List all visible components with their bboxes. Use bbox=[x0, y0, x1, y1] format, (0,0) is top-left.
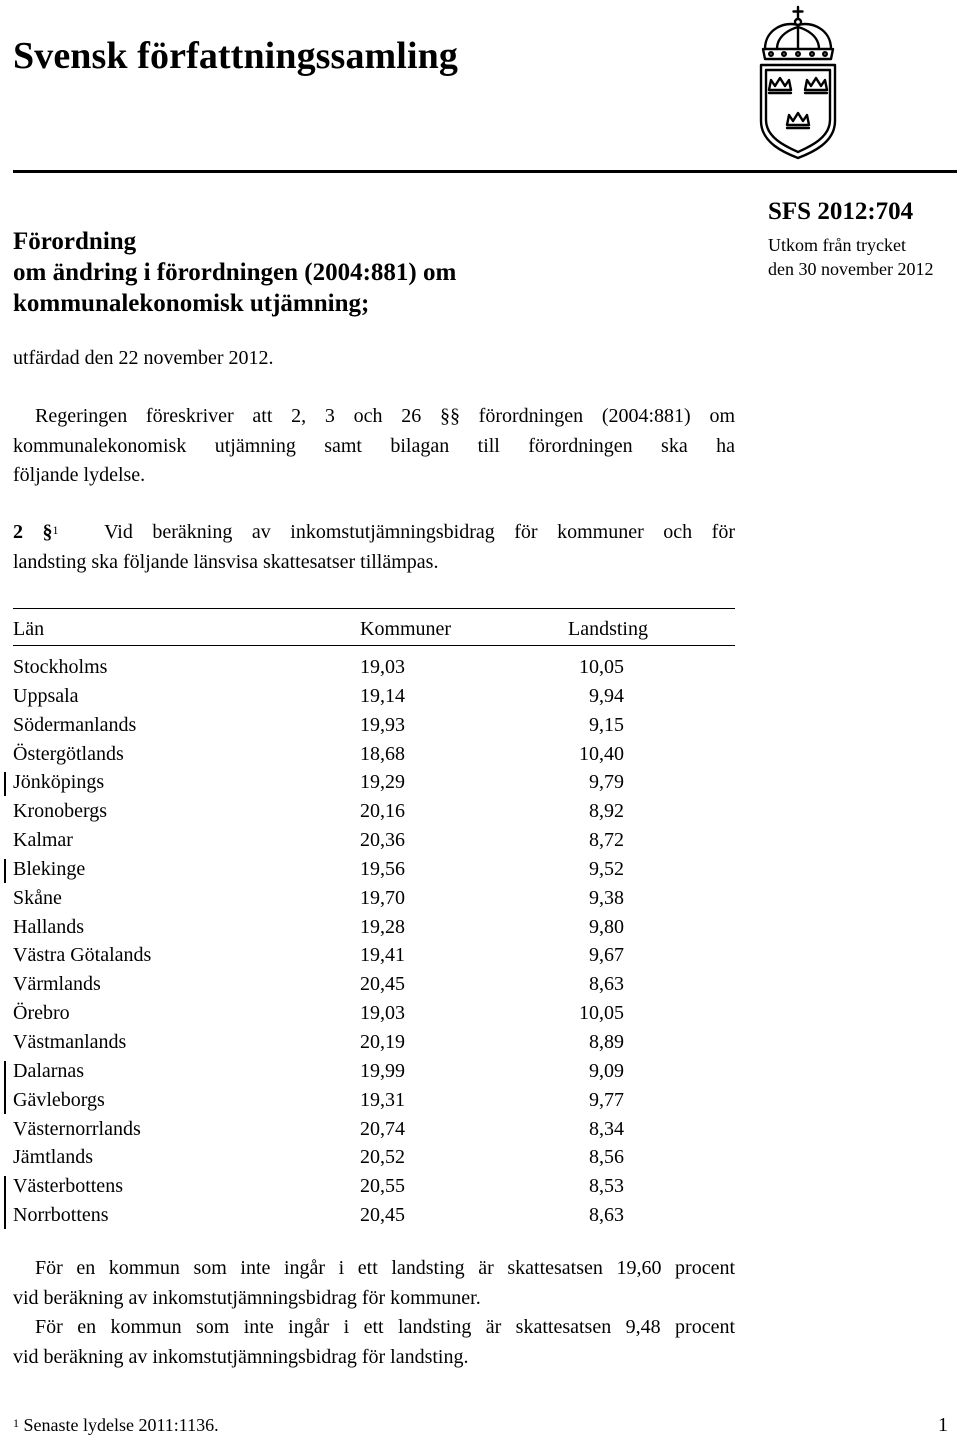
column-header-landsting: Landsting bbox=[568, 618, 648, 640]
cell-lan: Jönköpings bbox=[13, 771, 105, 794]
cell-kommuner: 19,93 bbox=[360, 713, 405, 736]
cell-lan: Södermanlands bbox=[13, 713, 137, 736]
table-row bbox=[0, 941, 740, 970]
cell-kommuner: 20,45 bbox=[360, 973, 405, 996]
cell-lan: Blekinge bbox=[13, 857, 86, 880]
footnote-ref: 1 bbox=[52, 523, 59, 537]
cell-landsting: 9,15 bbox=[589, 713, 624, 736]
cell-landsting: 9,38 bbox=[589, 886, 624, 909]
cell-lan: Västmanlands bbox=[13, 1030, 127, 1053]
footnote bbox=[13, 1412, 219, 1438]
cell-kommuner: 20,36 bbox=[360, 829, 405, 852]
tax-rate-table bbox=[0, 653, 740, 1230]
cell-kommuner: 20,19 bbox=[360, 1030, 405, 1053]
table-row bbox=[0, 855, 740, 884]
cell-lan: Stockholms bbox=[13, 656, 108, 678]
cell-lan: Örebro bbox=[13, 1002, 70, 1025]
cell-landsting: 10,40 bbox=[579, 742, 624, 765]
note-line: vid beräkning av inkomstutjämningsbidrag för landsting. bbox=[13, 1345, 469, 1368]
table-row bbox=[0, 711, 740, 740]
table-row bbox=[0, 913, 740, 942]
collection-title: Svensk författningssamling bbox=[13, 35, 458, 77]
published-date: den 30 november 2012 bbox=[768, 259, 934, 279]
column-header-lan: Län bbox=[13, 618, 45, 640]
cell-lan: Västra Götalands bbox=[13, 944, 152, 967]
change-marker bbox=[4, 1205, 6, 1229]
note-line: För en kommun som inte ingår i ett landsting är skattesatsen 9,48 procent bbox=[35, 1316, 735, 1338]
cell-kommuner: 19,70 bbox=[360, 886, 405, 909]
table-row bbox=[0, 826, 740, 855]
table-row bbox=[0, 768, 740, 797]
table-row bbox=[0, 1201, 740, 1230]
table-row bbox=[0, 1086, 740, 1115]
cell-landsting: 8,72 bbox=[589, 829, 624, 852]
table-row bbox=[0, 1028, 740, 1057]
issued-date: utfärdad den 22 november 2012. bbox=[13, 347, 274, 369]
note-line: För en kommun som inte ingår i ett landsting är skattesatsen 19,60 procent bbox=[35, 1257, 735, 1279]
footnote-rule bbox=[13, 1398, 223, 1399]
section-2 bbox=[13, 518, 735, 577]
published-line: Utkom från trycket bbox=[768, 235, 906, 255]
cell-lan: Värmlands bbox=[13, 973, 101, 996]
table-row bbox=[0, 884, 740, 913]
sfs-info bbox=[768, 197, 933, 281]
cell-landsting: 9,79 bbox=[589, 771, 624, 794]
cell-lan: Kalmar bbox=[13, 829, 73, 852]
cell-kommuner: 20,74 bbox=[360, 1117, 405, 1140]
table-row bbox=[0, 740, 740, 769]
table-top-rule bbox=[13, 608, 735, 609]
cell-lan: Skåne bbox=[13, 886, 62, 909]
cell-kommuner: 19,03 bbox=[360, 1002, 405, 1025]
cell-landsting: 8,56 bbox=[589, 1146, 624, 1169]
table-row bbox=[0, 1057, 740, 1086]
cell-lan: Hallands bbox=[13, 915, 85, 938]
table-row bbox=[0, 1143, 740, 1172]
document-title-line: om ändring i förordningen (2004:881) om bbox=[13, 259, 457, 286]
cell-kommuner: 19,14 bbox=[360, 684, 405, 707]
cell-landsting: 9,80 bbox=[589, 915, 624, 938]
footnote-text: Senaste lydelse 2011:1136. bbox=[23, 1415, 219, 1435]
cell-landsting: 8,53 bbox=[589, 1175, 624, 1198]
cell-lan: Kronobergs bbox=[13, 800, 108, 823]
cell-landsting: 8,63 bbox=[589, 1204, 624, 1227]
section-line bbox=[13, 518, 735, 548]
column-header-kommuner: Kommuner bbox=[360, 618, 452, 640]
swedish-royal-crest-icon bbox=[755, 3, 841, 161]
cell-landsting: 10,05 bbox=[579, 656, 624, 678]
cell-lan: Västerbottens bbox=[13, 1175, 123, 1198]
document-title-line: kommunalekonomisk utjämning; bbox=[13, 290, 370, 317]
cell-lan: Jämtlands bbox=[13, 1146, 93, 1169]
footnote-marker: 1 bbox=[13, 1416, 19, 1430]
cell-lan: Västernorrlands bbox=[13, 1117, 141, 1140]
document-title-line: Förordning bbox=[13, 228, 137, 255]
section-line: landsting ska följande länsvisa skattesatser tillämpas. bbox=[13, 550, 439, 573]
cell-kommuner: 20,16 bbox=[360, 800, 405, 823]
cell-landsting: 9,67 bbox=[589, 944, 624, 967]
change-marker bbox=[4, 1090, 6, 1114]
notes bbox=[13, 1254, 735, 1372]
cell-landsting: 8,92 bbox=[589, 800, 624, 823]
cell-landsting: 10,05 bbox=[579, 1002, 624, 1025]
cell-lan: Uppsala bbox=[13, 684, 79, 707]
table-row bbox=[0, 653, 740, 682]
cell-lan: Gävleborgs bbox=[13, 1088, 105, 1111]
cell-landsting: 9,77 bbox=[589, 1088, 624, 1111]
change-marker bbox=[4, 859, 6, 883]
intro-line: Regeringen föreskriver att 2, 3 och 26 §§ förordningen (2004:881) om bbox=[35, 405, 735, 427]
cell-landsting: 8,63 bbox=[589, 973, 624, 996]
cell-landsting: 8,89 bbox=[589, 1030, 624, 1053]
page-number: 1 bbox=[938, 1414, 948, 1436]
change-marker bbox=[4, 772, 6, 796]
cell-kommuner: 20,55 bbox=[360, 1175, 405, 1198]
cell-lan: Norrbottens bbox=[13, 1204, 109, 1227]
sfs-number: SFS 2012:704 bbox=[768, 198, 914, 225]
cell-kommuner: 20,45 bbox=[360, 1204, 405, 1227]
table-row bbox=[0, 682, 740, 711]
cell-kommuner: 19,99 bbox=[360, 1059, 405, 1082]
header-rule bbox=[13, 170, 957, 173]
cell-kommuner: 20,52 bbox=[360, 1146, 405, 1169]
cell-kommuner: 18,68 bbox=[360, 742, 405, 765]
cell-kommuner: 19,03 bbox=[360, 656, 405, 678]
cell-kommuner: 19,56 bbox=[360, 857, 405, 880]
intro-line: kommunalekonomisk utjämning samt bilagan till förordningen ska ha bbox=[13, 434, 735, 457]
cell-kommuner: 19,28 bbox=[360, 915, 405, 938]
cell-kommuner: 19,41 bbox=[360, 944, 405, 967]
table-row bbox=[0, 999, 740, 1028]
table-header-rule bbox=[13, 645, 735, 646]
cell-landsting: 8,34 bbox=[589, 1117, 624, 1140]
cell-lan: Östergötlands bbox=[13, 742, 124, 765]
cell-landsting: 9,94 bbox=[589, 684, 624, 707]
note-line: vid beräkning av inkomstutjämningsbidrag för kommuner. bbox=[13, 1286, 481, 1309]
intro-line: följande lydelse. bbox=[13, 464, 146, 486]
section-number: 2 § bbox=[13, 521, 53, 543]
intro-paragraph bbox=[13, 402, 735, 491]
table-row bbox=[0, 797, 740, 826]
cell-landsting: 9,52 bbox=[589, 857, 624, 880]
section-text: Vid beräkning av inkomstutjämningsbidrag för kommuner och för bbox=[104, 521, 736, 543]
cell-lan: Dalarnas bbox=[13, 1059, 85, 1082]
table-row bbox=[0, 1115, 740, 1144]
cell-kommuner: 19,31 bbox=[360, 1088, 405, 1111]
cell-landsting: 9,09 bbox=[589, 1059, 624, 1082]
table-row bbox=[0, 1172, 740, 1201]
cell-kommuner: 19,29 bbox=[360, 771, 405, 794]
document-title bbox=[13, 226, 456, 319]
table-row bbox=[0, 970, 740, 999]
